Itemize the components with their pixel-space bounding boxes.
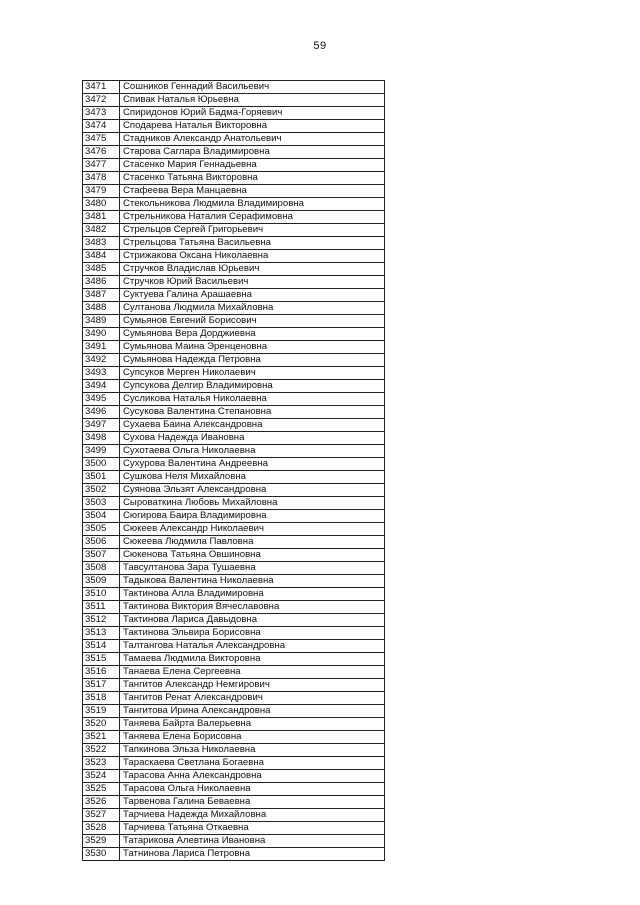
full-name-cell: Стручков Владислав Юрьевич <box>120 263 385 276</box>
table-row <box>83 133 385 146</box>
table-row <box>83 289 385 302</box>
registry-table <box>82 80 385 861</box>
full-name-cell: Тарасова Анна Александровна <box>120 770 385 783</box>
row-number-cell: 3522 <box>83 744 120 757</box>
row-number-cell: 3486 <box>83 276 120 289</box>
full-name-cell: Тактинова Лариса Давыдовна <box>120 614 385 627</box>
row-number-cell: 3527 <box>83 809 120 822</box>
full-name-cell: Тангитов Ренат Александрович <box>120 692 385 705</box>
full-name-cell: Сыроваткина Любовь Михайловна <box>120 497 385 510</box>
full-name-cell: Стрельцова Татьяна Васильевна <box>120 237 385 250</box>
row-number-cell: 3480 <box>83 198 120 211</box>
full-name-cell: Супсукова Делгир Владимировна <box>120 380 385 393</box>
table-row <box>83 692 385 705</box>
table-row <box>83 783 385 796</box>
row-number-cell: 3495 <box>83 393 120 406</box>
full-name-cell: Сухурова Валентина Андреевна <box>120 458 385 471</box>
table-row <box>83 81 385 94</box>
table-row <box>83 445 385 458</box>
table-row <box>83 822 385 835</box>
table-row <box>83 614 385 627</box>
full-name-cell: Сошников Геннадий Васильевич <box>120 81 385 94</box>
table-row <box>83 588 385 601</box>
full-name-cell: Тапкинова Эльза Николаевна <box>120 744 385 757</box>
row-number-cell: 3490 <box>83 328 120 341</box>
row-number-cell: 3506 <box>83 536 120 549</box>
row-number-cell: 3483 <box>83 237 120 250</box>
table-row <box>83 549 385 562</box>
row-number-cell: 3475 <box>83 133 120 146</box>
table-row <box>83 484 385 497</box>
table-row <box>83 705 385 718</box>
full-name-cell: Тактинова Алла Владимировна <box>120 588 385 601</box>
registry-table-body <box>83 81 385 861</box>
row-number-cell: 3515 <box>83 653 120 666</box>
full-name-cell: Стрельцов Сергей Григорьевич <box>120 224 385 237</box>
table-row <box>83 172 385 185</box>
full-name-cell: Спиридонов Юрий Бадма-Горяевич <box>120 107 385 120</box>
full-name-cell: Татарикова Алевтина Ивановна <box>120 835 385 848</box>
row-number-cell: 3521 <box>83 731 120 744</box>
table-row <box>83 250 385 263</box>
table-row <box>83 146 385 159</box>
row-number-cell: 3479 <box>83 185 120 198</box>
row-number-cell: 3489 <box>83 315 120 328</box>
full-name-cell: Тактинова Эльвира Борисовна <box>120 627 385 640</box>
full-name-cell: Сумьянова Маина Эренценовна <box>120 341 385 354</box>
full-name-cell: Стручков Юрий Васильевич <box>120 276 385 289</box>
table-row <box>83 198 385 211</box>
row-number-cell: 3514 <box>83 640 120 653</box>
full-name-cell: Стасенко Татьяна Викторовна <box>120 172 385 185</box>
row-number-cell: 3485 <box>83 263 120 276</box>
row-number-cell: 3511 <box>83 601 120 614</box>
row-number-cell: 3501 <box>83 471 120 484</box>
table-row <box>83 328 385 341</box>
table-row <box>83 471 385 484</box>
table-row <box>83 419 385 432</box>
full-name-cell: Сусукова Валентина Степановна <box>120 406 385 419</box>
row-number-cell: 3482 <box>83 224 120 237</box>
row-number-cell: 3524 <box>83 770 120 783</box>
row-number-cell: 3502 <box>83 484 120 497</box>
full-name-cell: Таняева Байрта Валерьевна <box>120 718 385 731</box>
full-name-cell: Сумьянов Евгений Борисович <box>120 315 385 328</box>
row-number-cell: 3492 <box>83 354 120 367</box>
table-row <box>83 315 385 328</box>
row-number-cell: 3497 <box>83 419 120 432</box>
table-row <box>83 523 385 536</box>
table-row <box>83 497 385 510</box>
table-row <box>83 237 385 250</box>
full-name-cell: Стекольникова Людмила Владимировна <box>120 198 385 211</box>
full-name-cell: Тактинова Виктория Вячеславовна <box>120 601 385 614</box>
row-number-cell: 3519 <box>83 705 120 718</box>
row-number-cell: 3517 <box>83 679 120 692</box>
full-name-cell: Таняева Елена Борисовна <box>120 731 385 744</box>
full-name-cell: Тарасова Ольга Николаевна <box>120 783 385 796</box>
row-number-cell: 3500 <box>83 458 120 471</box>
table-row <box>83 575 385 588</box>
full-name-cell: Сухова Надежда Ивановна <box>120 432 385 445</box>
row-number-cell: 3529 <box>83 835 120 848</box>
row-number-cell: 3478 <box>83 172 120 185</box>
row-number-cell: 3523 <box>83 757 120 770</box>
full-name-cell: Сумьянова Вера Дорджиевна <box>120 328 385 341</box>
table-row <box>83 367 385 380</box>
full-name-cell: Стадников Александр Анатольевич <box>120 133 385 146</box>
full-name-cell: Тарвенова Галина Беваевна <box>120 796 385 809</box>
full-name-cell: Сюкеева Людмила Павловна <box>120 536 385 549</box>
table-row <box>83 848 385 861</box>
full-name-cell: Татнинова Лариса Петровна <box>120 848 385 861</box>
row-number-cell: 3494 <box>83 380 120 393</box>
full-name-cell: Талтангова Наталья Александровна <box>120 640 385 653</box>
full-name-cell: Стасенко Мария Геннадьевна <box>120 159 385 172</box>
full-name-cell: Султанова Людмила Михайловна <box>120 302 385 315</box>
row-number-cell: 3518 <box>83 692 120 705</box>
row-number-cell: 3498 <box>83 432 120 445</box>
full-name-cell: Тараскаева Светлана Богаевна <box>120 757 385 770</box>
table-row <box>83 393 385 406</box>
full-name-cell: Спивак Наталья Юрьевна <box>120 94 385 107</box>
row-number-cell: 3491 <box>83 341 120 354</box>
table-row <box>83 406 385 419</box>
full-name-cell: Сюкенова Татьяна Овшиновна <box>120 549 385 562</box>
table-row <box>83 809 385 822</box>
table-row <box>83 224 385 237</box>
full-name-cell: Старова Саглара Владимировна <box>120 146 385 159</box>
table-row <box>83 627 385 640</box>
table-row <box>83 120 385 133</box>
table-row <box>83 107 385 120</box>
full-name-cell: Сюгирова Баира Владимировна <box>120 510 385 523</box>
table-row <box>83 94 385 107</box>
row-number-cell: 3474 <box>83 120 120 133</box>
row-number-cell: 3493 <box>83 367 120 380</box>
table-row <box>83 770 385 783</box>
table-row <box>83 744 385 757</box>
table-row <box>83 458 385 471</box>
row-number-cell: 3525 <box>83 783 120 796</box>
table-row <box>83 432 385 445</box>
full-name-cell: Тангитов Александр Немгирович <box>120 679 385 692</box>
full-name-cell: Тадыкова Валентина Николаевна <box>120 575 385 588</box>
row-number-cell: 3473 <box>83 107 120 120</box>
table-row <box>83 640 385 653</box>
table-row <box>83 302 385 315</box>
row-number-cell: 3476 <box>83 146 120 159</box>
row-number-cell: 3499 <box>83 445 120 458</box>
row-number-cell: 3520 <box>83 718 120 731</box>
full-name-cell: Тавсултанова Зара Тушаевна <box>120 562 385 575</box>
full-name-cell: Сумьянова Надежда Петровна <box>120 354 385 367</box>
full-name-cell: Тарчиева Татьяна Откаевна <box>120 822 385 835</box>
row-number-cell: 3471 <box>83 81 120 94</box>
full-name-cell: Сусликова Наталья Николаевна <box>120 393 385 406</box>
row-number-cell: 3484 <box>83 250 120 263</box>
table-row <box>83 263 385 276</box>
row-number-cell: 3508 <box>83 562 120 575</box>
table-row <box>83 757 385 770</box>
table-row <box>83 510 385 523</box>
row-number-cell: 3516 <box>83 666 120 679</box>
table-row <box>83 601 385 614</box>
table-row <box>83 354 385 367</box>
full-name-cell: Стрельникова Наталия Серафимовна <box>120 211 385 224</box>
full-name-cell: Сподарева Наталья Викторовна <box>120 120 385 133</box>
row-number-cell: 3510 <box>83 588 120 601</box>
table-row <box>83 341 385 354</box>
row-number-cell: 3496 <box>83 406 120 419</box>
row-number-cell: 3509 <box>83 575 120 588</box>
full-name-cell: Стафеева Вера Манцаевна <box>120 185 385 198</box>
full-name-cell: Супсуков Мерген Николаевич <box>120 367 385 380</box>
table-row <box>83 796 385 809</box>
full-name-cell: Танаева Елена Сергеевна <box>120 666 385 679</box>
table-row <box>83 380 385 393</box>
table-row <box>83 185 385 198</box>
full-name-cell: Тарчиева Надежда Михайловна <box>120 809 385 822</box>
row-number-cell: 3526 <box>83 796 120 809</box>
row-number-cell: 3487 <box>83 289 120 302</box>
table-row <box>83 211 385 224</box>
row-number-cell: 3503 <box>83 497 120 510</box>
row-number-cell: 3507 <box>83 549 120 562</box>
table-row <box>83 731 385 744</box>
table-row <box>83 679 385 692</box>
full-name-cell: Сухаева Баина Александровна <box>120 419 385 432</box>
table-row <box>83 562 385 575</box>
full-name-cell: Суктуева Галина Арашаевна <box>120 289 385 302</box>
full-name-cell: Сюкеев Александр Николаевич <box>120 523 385 536</box>
row-number-cell: 3505 <box>83 523 120 536</box>
full-name-cell: Тамаева Людмила Викторовна <box>120 653 385 666</box>
table-row <box>83 536 385 549</box>
table-row <box>83 276 385 289</box>
row-number-cell: 3488 <box>83 302 120 315</box>
full-name-cell: Сухотаева Ольга Николаевна <box>120 445 385 458</box>
row-number-cell: 3477 <box>83 159 120 172</box>
row-number-cell: 3481 <box>83 211 120 224</box>
full-name-cell: Суянова Эльзят Александровна <box>120 484 385 497</box>
table-row <box>83 835 385 848</box>
table-row <box>83 718 385 731</box>
row-number-cell: 3513 <box>83 627 120 640</box>
row-number-cell: 3504 <box>83 510 120 523</box>
table-row <box>83 666 385 679</box>
row-number-cell: 3472 <box>83 94 120 107</box>
full-name-cell: Тангитова Ирина Александровна <box>120 705 385 718</box>
row-number-cell: 3528 <box>83 822 120 835</box>
full-name-cell: Сушкова Неля Михайловна <box>120 471 385 484</box>
row-number-cell: 3512 <box>83 614 120 627</box>
full-name-cell: Стрижакова Оксана Николаевна <box>120 250 385 263</box>
row-number-cell: 3530 <box>83 848 120 861</box>
table-row <box>83 653 385 666</box>
table-row <box>83 159 385 172</box>
page-number: 59 <box>313 40 327 52</box>
